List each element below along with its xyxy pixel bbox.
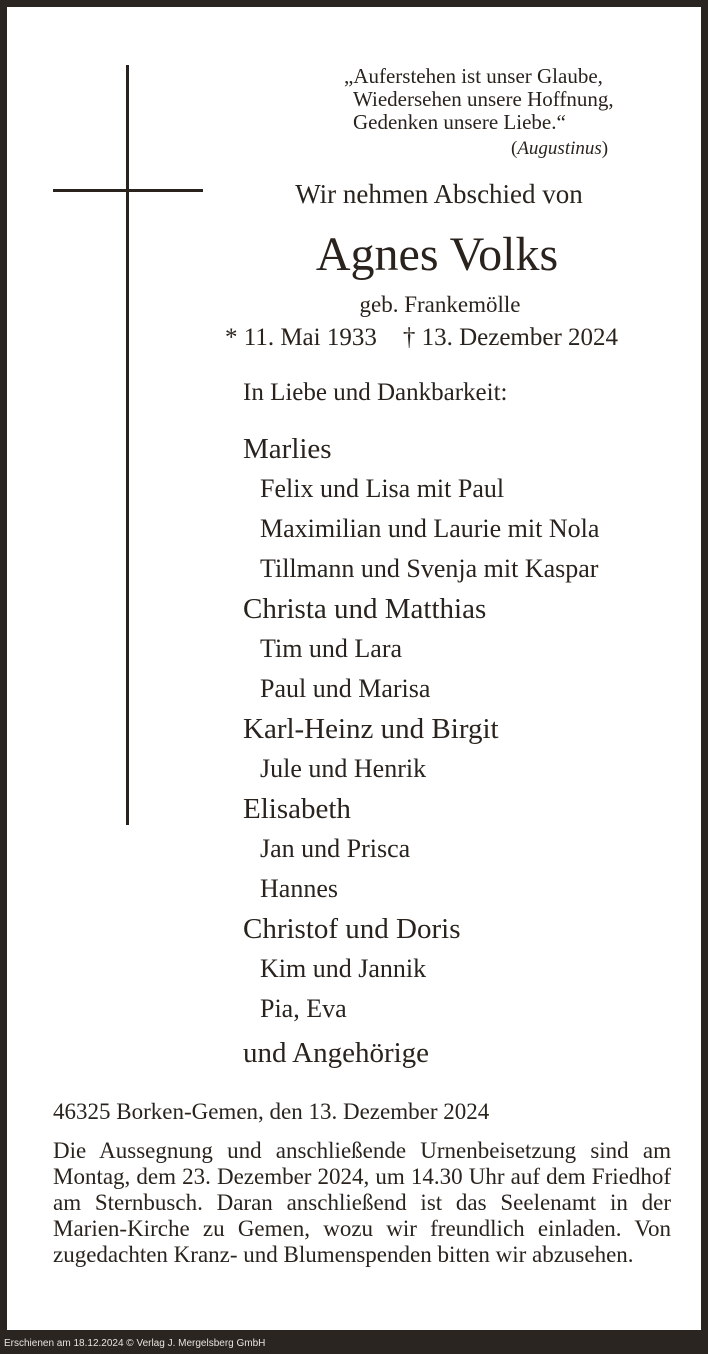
- life-dates: [225, 324, 618, 352]
- grandchild-entry: Tillmann und Svenja mit Kaspar: [260, 554, 599, 583]
- family-member: Marlies: [243, 433, 332, 465]
- birth-date: * 11. Mai 1933: [225, 324, 377, 351]
- quote-source-name: Augustinus: [517, 138, 602, 159]
- grandchild-entry: Kim und Jannik: [260, 954, 427, 983]
- grandchild-entry: Jan und Prisca: [260, 834, 411, 863]
- grandchild-entry: Maximilian und Laurie mit Nola: [260, 514, 600, 543]
- family-member: Karl-Heinz und Birgit: [243, 713, 499, 745]
- quote-line-1: „Auferstehen ist unser Glaube,: [344, 64, 603, 88]
- obituary-card: [7, 7, 701, 1330]
- thanks-line: In Liebe und Dankbarkeit:: [243, 379, 508, 406]
- quote-line-2: Wiedersehen unsere Hoffnung,: [353, 87, 614, 111]
- quote-line-3: Gedenken unsere Liebe.“: [353, 110, 566, 134]
- farewell-heading: Wir nehmen Abschied von: [295, 179, 583, 209]
- death-date: † 13. Dezember 2024: [402, 324, 619, 351]
- place-date: 46325 Borken-Gemen, den 13. Dezember 2024: [53, 1099, 490, 1124]
- birth-name: geb. Frankemölle: [359, 292, 521, 317]
- relatives-line: und Angehörige: [243, 1037, 430, 1069]
- grandchild-entry: Hannes: [260, 874, 338, 903]
- grandchild-entry: Pia, Eva: [260, 994, 347, 1023]
- quote-source-close: ): [601, 138, 609, 159]
- quote-source: [511, 137, 608, 160]
- quote-source-open: (: [511, 138, 518, 159]
- family-list: [243, 429, 599, 1029]
- publication-footer: Erschienen am 18.12.2024 © Verlag J. Mergelsberg GmbH: [4, 1338, 266, 1349]
- quote: [344, 64, 614, 159]
- funeral-notice: Die Aussegnung und anschließende Urnenbeisetzung sind am Montag, dem 23. Dezember 2024, um 14.30 Uhr auf dem Friedhof am Sternbusch. Daran anschließend ist das Seelenamt in der Marien-Kirche zu Gemen, wozu wir freundlich einladen. Von zugedachten Kranz- und Blumenspenden bitten wir abzusehen.: [53, 1138, 671, 1267]
- grandchild-entry: Jule und Henrik: [260, 754, 427, 783]
- grandchild-entry: Tim und Lara: [260, 634, 403, 663]
- deceased-name: Agnes Volks: [315, 228, 559, 281]
- family-member: Elisabeth: [243, 793, 351, 825]
- family-member: Christof und Doris: [243, 913, 461, 945]
- family-member: Christa und Matthias: [243, 593, 487, 625]
- grandchild-entry: Felix und Lisa mit Paul: [260, 474, 505, 503]
- grandchild-entry: Paul und Marisa: [260, 674, 431, 703]
